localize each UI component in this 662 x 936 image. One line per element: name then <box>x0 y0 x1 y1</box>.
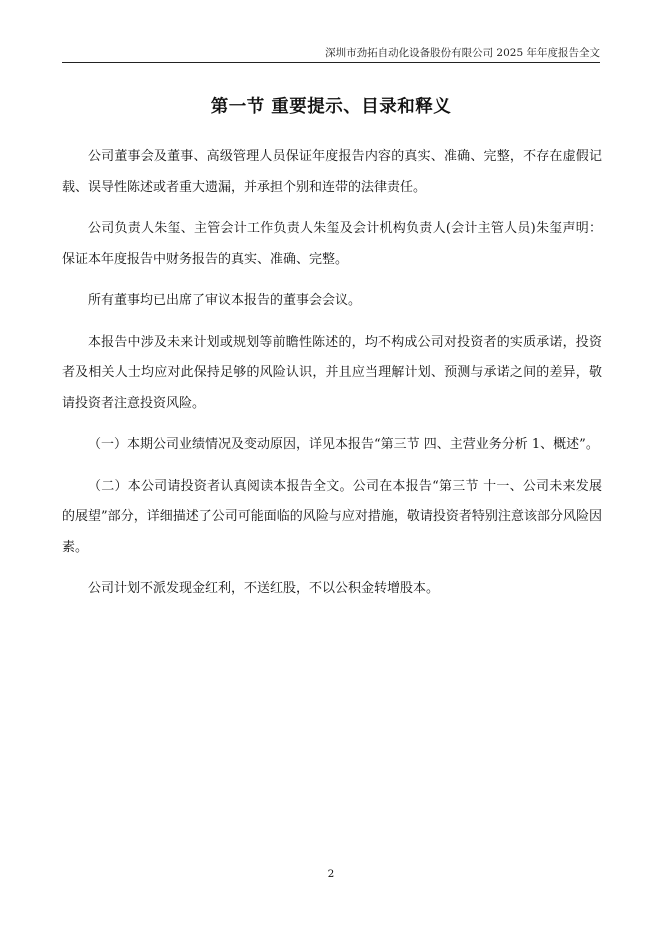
paragraph-dividend-plan: 公司计划不派发现金红利，不送红股，不以公积金转增股本。 <box>88 581 440 596</box>
paragraph-responsible-persons: 公司负责人朱玺、主管会计工作负责人朱玺及会计机构负责人(会计主管人员)朱玺声明：保证本年度报告中财务报告的真实、准确、完整。 <box>62 221 602 267</box>
page-number: 2 <box>327 868 335 880</box>
paragraph-board-guarantee: 公司董事会及董事、高级管理人员保证年度报告内容的真实、准确、完整，不存在虚假记载、误导性陈述或者重大遗漏，并承担个别和连带的法律责任。 <box>62 149 602 195</box>
paragraph-board-attendance: 所有董事均已出席了审议本报告的董事会会议。 <box>88 293 362 308</box>
section-title: 第一节 重要提示、目录和释义 <box>210 97 452 117</box>
paragraph-performance: （一）本期公司业绩情况及变动原因，详见本报告“第三节 四、主营业务分析 1、概述”。 <box>88 437 599 452</box>
paragraph-risk-factors: （二）本公司请投资者认真阅读本报告全文。公司在本报告“第三节 十一、公司未来发展的展望”部分，详细描述了公司可能面临的风险与应对措施，敬请投资者特别注意该部分风险因素。 <box>62 478 602 555</box>
report-header-title: 深圳市劲拓自动化设备股份有限公司 2025 年年度报告全文 <box>325 47 600 59</box>
paragraph-forward-looking: 本报告中涉及未来计划或规划等前瞻性陈述的，均不构成公司对投资者的实质承诺，投资者及相关人士均应对此保持足够的风险认识，并且应当理解计划、预测与承诺之间的差异，敬请投资者注意投资风险。 <box>62 334 602 411</box>
page-header <box>62 44 600 63</box>
document-body <box>62 142 602 616</box>
